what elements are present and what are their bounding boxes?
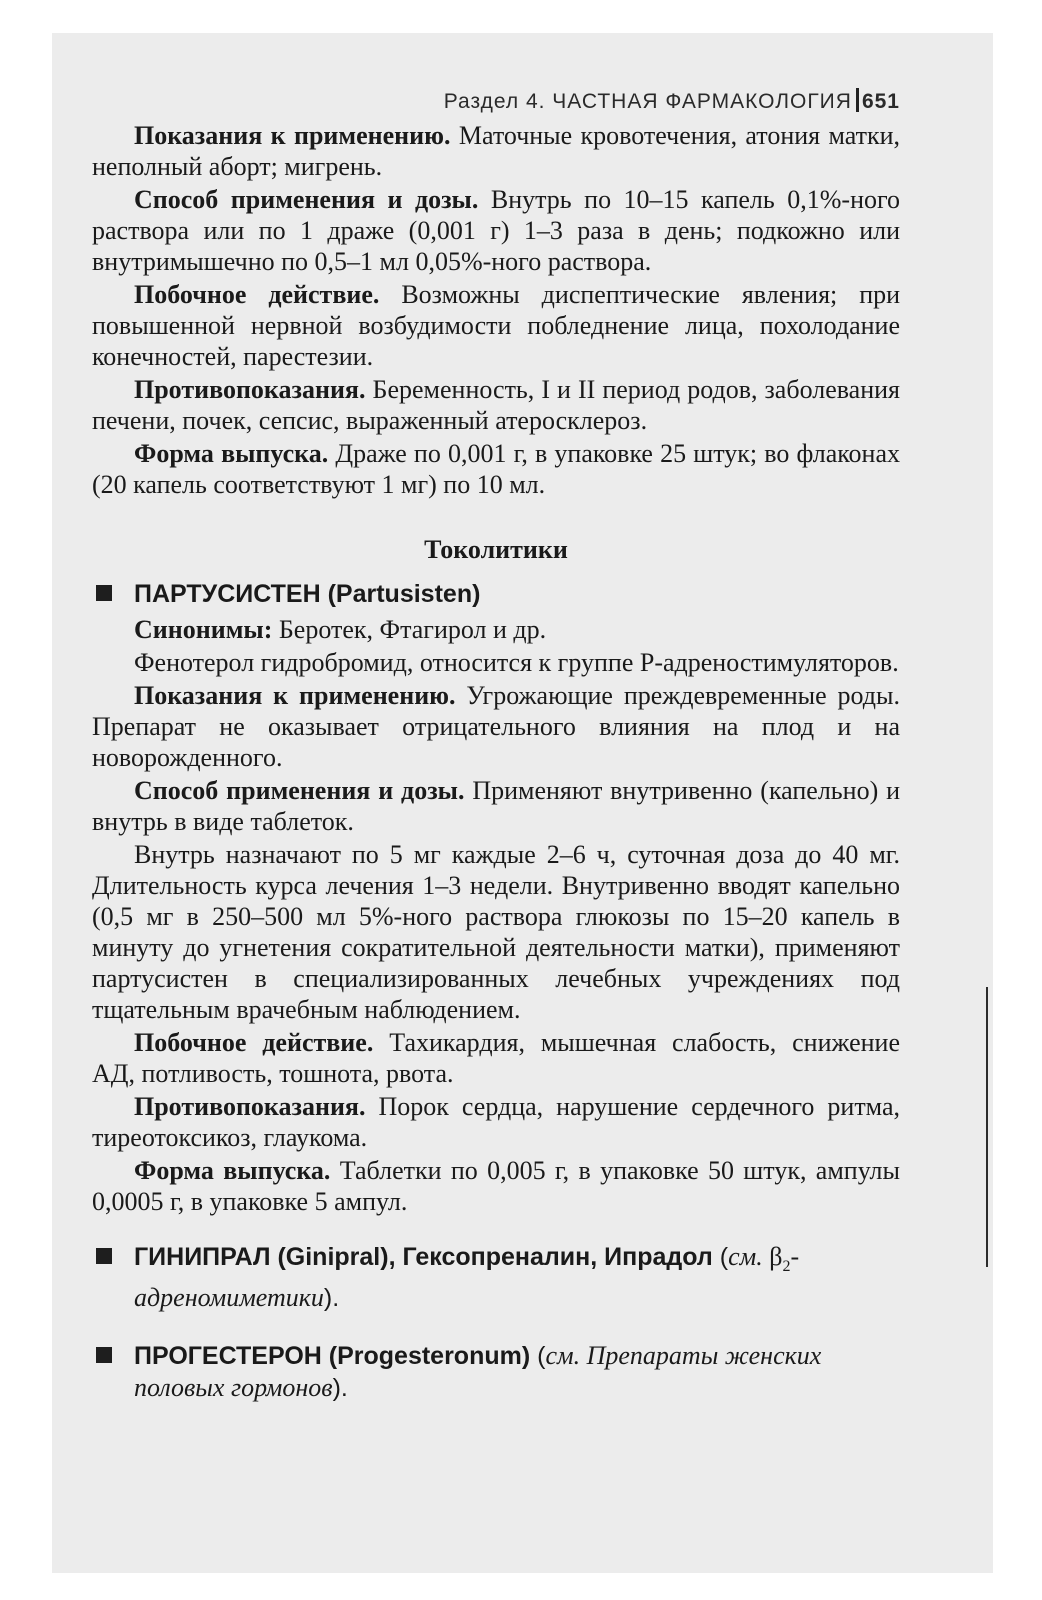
indications-label: Показания к применению. xyxy=(134,121,451,150)
contraindications-text: Беременность, I и II период родов, заболевания печени, почек, сепсис, выраженный атеросклероз. xyxy=(92,375,901,435)
indications-text: Угрожающие преждевременные роды. Препарат не оказывает отрицательного влияния на плод и на новорожденного. xyxy=(92,681,900,772)
indications-label: Показания к применению. xyxy=(134,681,456,710)
drug-heading-partusisten xyxy=(92,579,900,610)
form-label: Форма выпуска. xyxy=(134,1156,331,1185)
top-dosage xyxy=(92,184,900,277)
dosage-text: Применяют внутривенно (капельно) и внутрь в виде таблеток. xyxy=(92,776,900,836)
dosage-text: Внутрь по 10–15 капель 0,1%-ного раствора или по 1 драже (0,001 г) 1–3 раза в день; подкожно или внутримышечно по 0,5–1 мл 0,05%-ного раствора. xyxy=(92,185,901,276)
spacer xyxy=(92,1219,900,1237)
form-label: Форма выпуска. xyxy=(134,439,329,468)
top-form xyxy=(92,438,900,500)
side-effects-text: Возможны диспептические явления; при повышенной нервной возбудимости побледнение лица, похолодание конечностей, парестезии. xyxy=(92,280,901,371)
cross-reference: см. Препараты женских половых гормонов xyxy=(134,1341,822,1403)
drug-name: ГИНИПРАЛ (Ginipral), Гексопреналин, Ипрадол xyxy=(134,1243,713,1271)
contraindications-label: Противопоказания. xyxy=(134,375,366,404)
drug-heading-ginipral xyxy=(92,1241,900,1314)
page-edge-line xyxy=(986,987,988,1267)
partusisten-dosage xyxy=(92,775,900,837)
side-effects-label: Побочное действие. xyxy=(134,280,380,309)
partusisten-synonyms xyxy=(92,614,900,645)
drug-name: ПРОГЕСТЕРОН (Progesteronum) xyxy=(134,1342,531,1371)
top-contraindications xyxy=(92,374,900,436)
spacer xyxy=(92,1318,900,1336)
ref-beta: β xyxy=(762,1242,783,1271)
synonyms-label: Синонимы: xyxy=(134,615,273,644)
square-bullet-icon xyxy=(96,585,112,601)
ref-target: -адреномиметики xyxy=(134,1242,800,1313)
partusisten-contraindications xyxy=(92,1091,900,1153)
section-title: Токолитики xyxy=(424,535,568,564)
indications-text: Маточные кровотечения, атония матки, неполный аборт; мигрень. xyxy=(92,121,901,181)
form-text: Таблетки по 0,005 г, в упаковке 50 штук, ампулы 0,0005 г, в упаковке 5 ампул. xyxy=(92,1156,900,1216)
side-effects-text: Тахикардия, мышечная слабость, снижение АД, потливость, тошнота, рвота. xyxy=(92,1028,901,1088)
partusisten-indications xyxy=(92,680,900,773)
form-text: Драже по 0,001 г, в упаковке 25 штук; во флаконах (20 капель соответствуют 1 мг) по 10 мл. xyxy=(92,439,900,499)
header-divider xyxy=(856,88,859,112)
drug-latin-name: (Partusisten) xyxy=(320,580,481,608)
running-header xyxy=(92,86,900,114)
partusisten-description: Фенотерол гидробромид, относится к группе Р-адреностимуляторов. xyxy=(134,648,899,677)
ref-open: ( xyxy=(530,1342,546,1371)
book-page xyxy=(92,86,900,1408)
partusisten-side-effects xyxy=(92,1027,900,1089)
ref-close: ). xyxy=(332,1374,348,1403)
ref-see: см. xyxy=(728,1242,763,1271)
dosage-label: Способ применения и дозы. xyxy=(134,185,479,214)
drug-name: ПАРТУСИСТЕН xyxy=(134,580,321,608)
ref-subscript: 2 xyxy=(782,1258,791,1276)
side-effects-label: Побочное действие. xyxy=(134,1028,374,1057)
square-bullet-icon xyxy=(96,1248,112,1264)
contraindications-text: Порок сердца, нарушение сердечного ритма, тиреотоксикоз, глаукома. xyxy=(92,1092,901,1152)
contraindications-label: Противопоказания. xyxy=(134,1092,366,1121)
top-indications xyxy=(92,120,900,182)
square-bullet-icon xyxy=(96,1347,112,1363)
top-side-effects xyxy=(92,279,900,372)
partusisten-dosage-details: Внутрь назначают по 5 мг каждые 2–6 ч, суточная доза до 40 мг. Длительность курса лечения 1–3 недели. Внутривенно вводят капельно (0,5 мг в 250–500 мл 5%-ного раствора глюкозы по 15–20 капель в минуту до угнетения сократительной деятельности матки), применяют партусистен в специализированных лечебных учреждениях под тщательным врачебным наблюдением. xyxy=(92,840,900,1024)
dosage-label: Способ применения и дозы. xyxy=(134,776,465,805)
ref-close: ). xyxy=(323,1284,340,1313)
ref-open: ( xyxy=(712,1243,729,1271)
page-number: 651 xyxy=(861,90,900,113)
synonyms-text: Беротек, Фтагирол и др. xyxy=(272,615,547,644)
drug-heading-progesteron xyxy=(92,1340,900,1404)
partusisten-form xyxy=(92,1155,900,1217)
header-title: Раздел 4. ЧАСТНАЯ ФАРМАКОЛОГИЯ xyxy=(443,90,852,113)
